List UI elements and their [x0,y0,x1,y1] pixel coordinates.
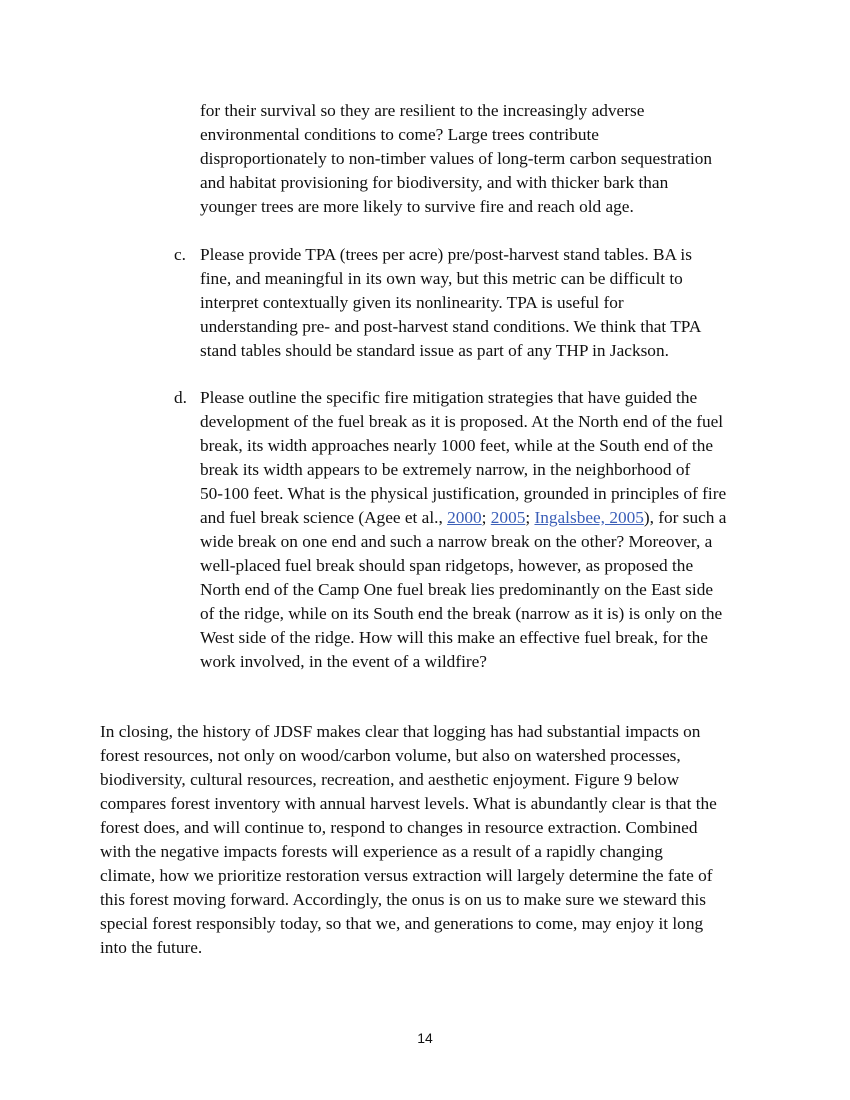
citation-link-ingalsbee-2005[interactable]: Ingalsbee, 2005 [534,508,644,527]
text-line: stand tables should be standard issue as part of any THP in Jackson. [200,341,669,360]
text-line: well-placed fuel break should span ridgetops, however, as proposed the [200,556,694,575]
text-line: special forest responsibly today, so that we, and generations to come, may enjoy it long [100,914,704,933]
text-line: Please provide TPA (trees per acre) pre/post-harvest stand tables. BA is [200,245,692,264]
citation-separator: ; [525,508,535,527]
citation-link-agee-2005[interactable]: 2005 [490,508,526,527]
text-line: forest resources, not only on wood/carbon volume, but also on watershed processes, [100,746,681,765]
text-line: compares forest inventory with annual harvest levels. What is abundantly clear is that the [100,794,717,813]
text-line: biodiversity, cultural resources, recreation, and aesthetic enjoyment. Figure 9 below [100,770,680,789]
list-marker: d. [174,388,187,407]
citation-prefix: and fuel break science (Agee et al., [200,508,448,527]
text-line: younger trees are more likely to survive fire and reach old age. [200,197,634,216]
text-line: West side of the ridge. How will this make an effective fuel break, for the [200,628,708,647]
text-line: this forest moving forward. Accordingly, the onus is on us to make sure we steward this [100,890,707,909]
citation-suffix: ), for such a [643,508,727,527]
text-line: work involved, in the event of a wildfire? [200,652,487,671]
text-line: into the future. [100,938,203,957]
page-number: 14 [417,1030,433,1046]
text-line: environmental conditions to come? Large trees contribute [200,125,599,144]
text-line: In closing, the history of JDSF makes clear that logging has had substantial impacts on [100,722,701,741]
text-line: interpret contextually given its nonlinearity. TPA is useful for [200,293,624,312]
text-line: North end of the Camp One fuel break lies predominantly on the East side [200,580,714,599]
text-line: understanding pre- and post-harvest stand conditions. We think that TPA [200,317,702,336]
text-line: for their survival so they are resilient to the increasingly adverse [200,101,645,120]
citation-separator: ; [481,508,491,527]
text-line: climate, how we prioritize restoration versus extraction will largely determine the fate of [100,866,713,885]
text-line: disproportionately to non-timber values of long-term carbon sequestration [200,149,713,168]
text-line: Please outline the specific fire mitigation strategies that have guided the [200,388,698,407]
text-line: of the ridge, while on its South end the break (narrow as it is) is only on the [200,604,723,623]
citation-line [200,506,726,530]
citation-link-agee-2000[interactable]: 2000 [447,508,482,527]
text-line: 50-100 feet. What is the physical justification, grounded in principles of fire [200,484,727,503]
text-line: development of the fuel break as it is proposed. At the North end of the fuel [200,412,724,431]
text-line: wide break on one end and such a narrow break on the other? Moreover, a [200,532,713,551]
text-line: break, its width approaches nearly 1000 feet, while at the South end of the [200,436,714,455]
text-line: with the negative impacts forests will experience as a result of a rapidly changing [100,842,663,861]
text-line: forest does, and will continue to, respond to changes in resource extraction. Combined [100,818,698,837]
list-marker: c. [174,245,186,264]
text-line: break its width appears to be extremely narrow, in the neighborhood of [200,460,691,479]
text-line: and habitat provisioning for biodiversity, and with thicker bark than [200,173,669,192]
text-line: fine, and meaningful in its own way, but this metric can be difficult to [200,269,683,288]
